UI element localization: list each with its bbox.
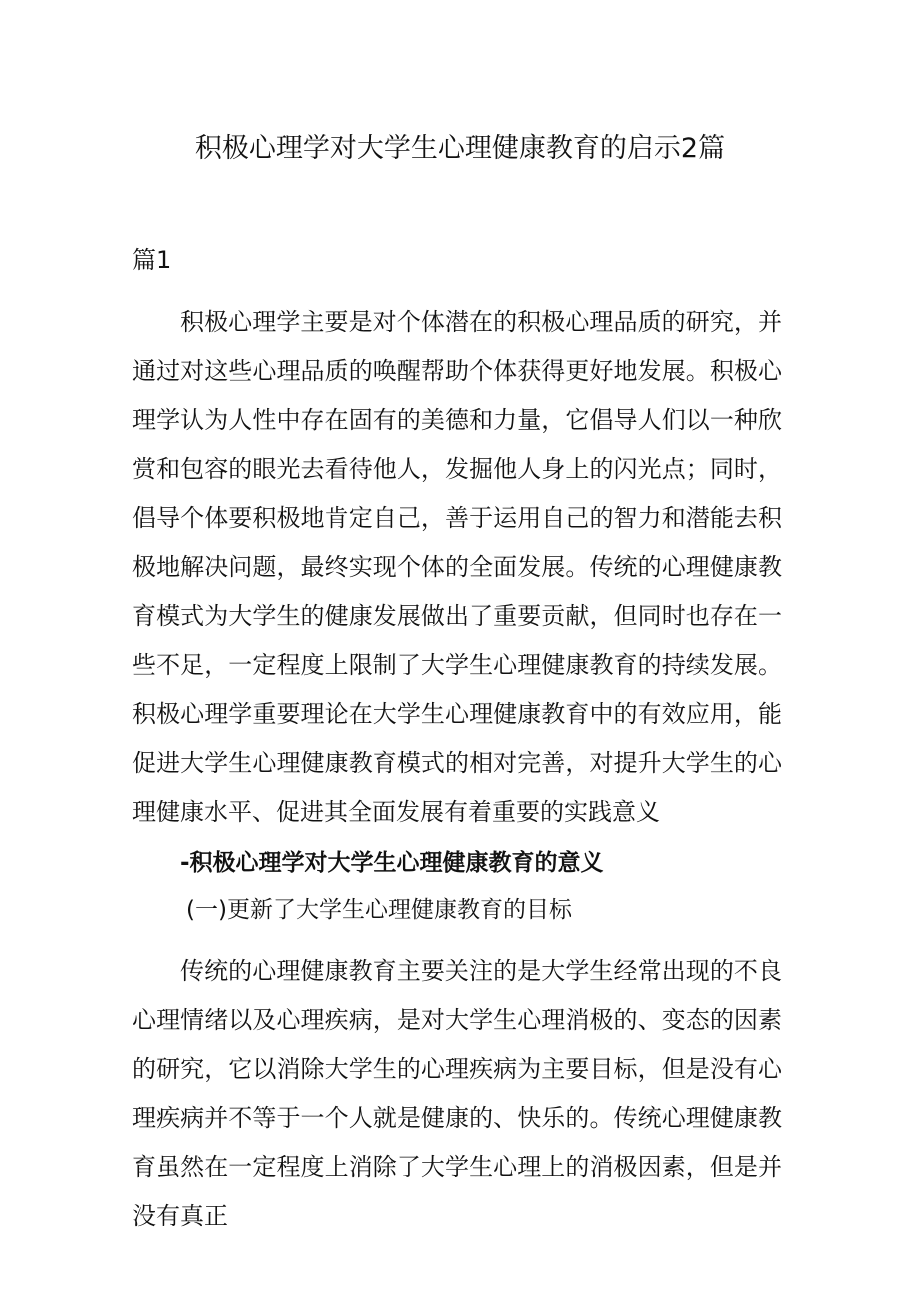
section-heading: -积极心理学对大学生心理健康教育的意义 <box>180 850 604 876</box>
section-label: 篇1 <box>132 246 172 274</box>
body-paragraph: 积极心理学主要是对个体潜在的积极心理品质的研究，并通过对这些心理品质的唤醒帮助个体获得更好地发展。积极心理学认为人性中存在固有的美德和力量，它倡导人们以一种欣赏和包容的眼光去看待他人，发掘他人身上的闪光点；同时，倡导个体要积极地肯定自己，善于运用自己的智力和潜能去积极地解决问题，最终实现个体的全面发展。传统的心理健康教育模式为大学生的健康发展做出了重要贡献，但同时也存在一些不足，一定程度上限制了大学生心理健康教育的持续发展。积极心理学重要理论在大学生心理健康教育中的有效应用，能促进大学生心理健康教育模式的相对完善，对提升大学生的心理健康水平、促进其全面发展有着重要的实践意义 <box>132 308 782 826</box>
body-paragraph: 传统的心理健康教育主要关注的是大学生经常出现的不良心理情绪以及心理疾病，是对大学生心理消极的、变态的因素的研究，它以消除大学生的心理疾病为主要目标，但是没有心理疾病并不等于一个人就是健康的、快乐的。传统心理健康教育虽然在一定程度上消除了大学生心理上的消极因素，但是并没有真正 <box>132 957 782 1230</box>
sub-heading: (一)更新了大学生心理健康教育的目标 <box>186 897 572 923</box>
document-title: 积极心理学对大学生心理健康教育的启示2篇 <box>194 133 726 164</box>
